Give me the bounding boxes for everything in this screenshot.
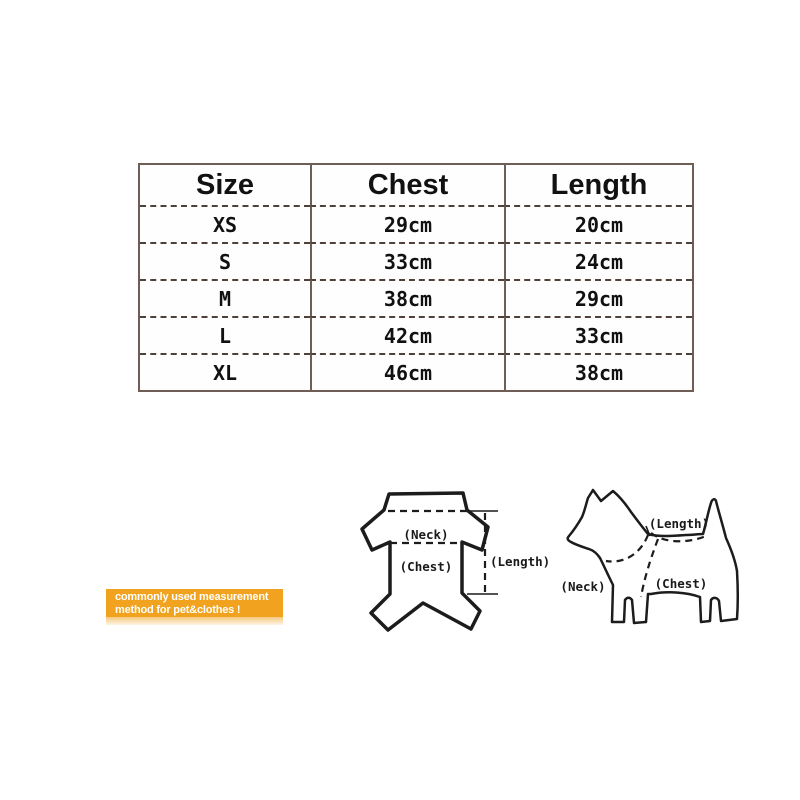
size-chart-table	[138, 163, 694, 392]
dog-diagram	[560, 490, 737, 623]
column-header-chest: Chest	[310, 165, 504, 205]
garment-length-label: (Length)	[490, 554, 551, 569]
dog-chest-label: (Chest)	[654, 576, 708, 591]
table-cell-size: L	[140, 316, 310, 353]
table-cell-chest: 38cm	[310, 279, 504, 316]
column-header-size: Size	[195, 168, 255, 201]
table-cell-length: 38cm	[504, 353, 692, 390]
table-cell-size: XS	[140, 205, 310, 242]
measurement-diagrams	[340, 470, 780, 655]
measurement-note-banner	[106, 589, 283, 617]
table-cell-chest: 33cm	[310, 242, 504, 279]
banner-text-line1: commonly used measurement	[115, 591, 269, 603]
dog-neck-label: (Neck)	[560, 579, 606, 594]
garment-neck-label: (Neck)	[403, 527, 449, 542]
dog-length-label: (Length)	[648, 516, 710, 531]
table-cell-size: S	[140, 242, 310, 279]
table-cell-chest: 29cm	[310, 205, 504, 242]
table-cell-size: XL	[140, 353, 310, 390]
table-cell-length: 33cm	[504, 316, 692, 353]
table-cell-size: M	[140, 279, 310, 316]
table-cell-length: 20cm	[504, 205, 692, 242]
table-cell-length: 29cm	[504, 279, 692, 316]
column-header-length: Length	[504, 165, 692, 205]
garment-diagram	[362, 493, 550, 630]
banner-text-line2: method for pet&clothes !	[115, 603, 241, 616]
table-cell-length: 24cm	[504, 242, 692, 279]
garment-chest-label: (Chest)	[399, 559, 453, 574]
table-cell-chest: 46cm	[310, 353, 504, 390]
table-cell-chest: 42cm	[310, 316, 504, 353]
